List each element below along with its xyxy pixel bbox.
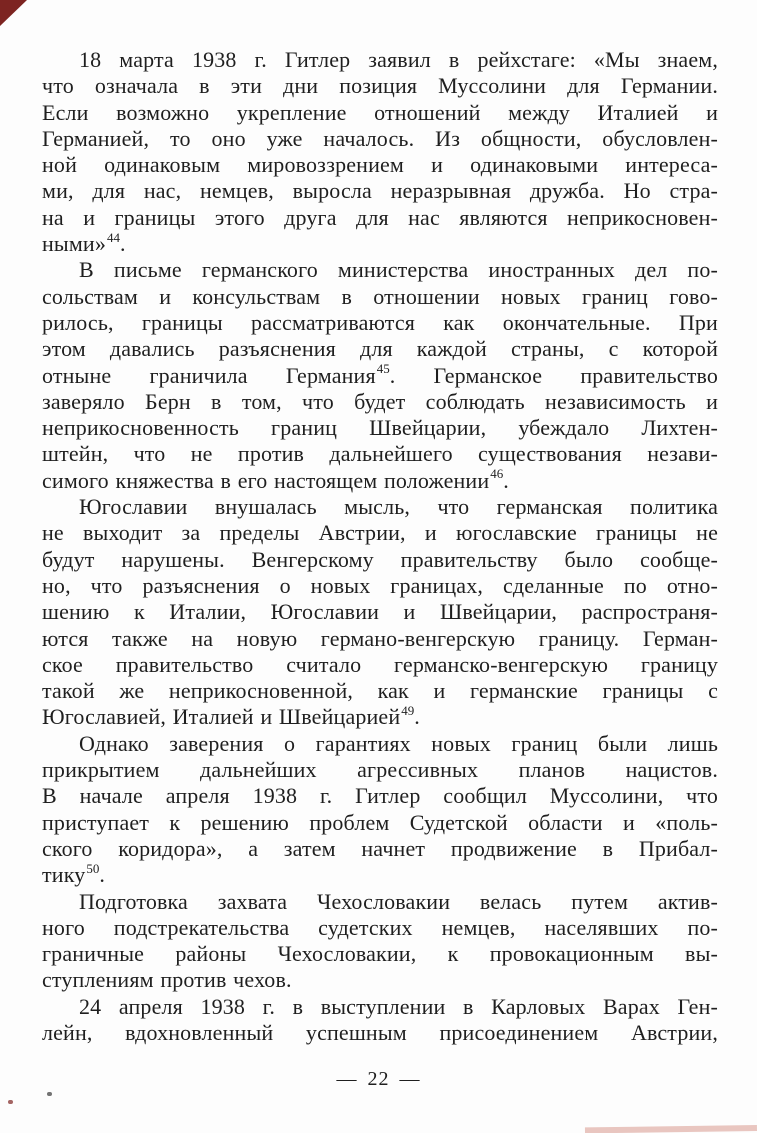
text-line: но, что разъяснения о новых границах, сделанные по отно-: [42, 572, 718, 598]
text-line: ступлениям против чехов.: [42, 967, 292, 993]
text-line: не выходит за пределы Австрии, и югославские границы не: [42, 520, 718, 546]
text-line: ются также на новую германо-венгерскую границу. Герман-: [42, 625, 718, 651]
text-line: что означала в эти дни позиция Муссолини для Германии.: [42, 73, 718, 99]
page-text: [42, 47, 718, 1046]
scan-speck: [47, 1092, 52, 1096]
text-line: сольствам и консульствам в отношении новых границ гово-: [42, 283, 718, 309]
text-line: ского коридора», а затем начнет продвижение в Прибал-: [42, 835, 718, 861]
text-line: штейн, что не против дальнейшего существования незави-: [42, 441, 718, 467]
paragraph: [42, 889, 718, 994]
text-line: лейн, вдохновленный успешным присоединением Австрии,: [42, 1019, 718, 1045]
paragraph: [42, 994, 718, 1047]
footnote-ref: 45: [376, 361, 390, 377]
text-line: граничные районы Чехословакии, к провокационным вы-: [42, 941, 718, 967]
text-line: ного подстрекательства судетских немцев, населявших по-: [42, 914, 718, 940]
text-line: будут нарушены. Венгерскому правительству было сообще-: [42, 546, 718, 572]
footnote-ref: 44: [107, 229, 120, 245]
scan-edge-artifact: [585, 1125, 757, 1133]
text-line: приступает к решению проблем Судетской области и «поль-: [42, 809, 718, 835]
paragraph: [42, 494, 718, 731]
text-line: прикрытием дальнейших агрессивных планов нацистов.: [42, 757, 718, 783]
text-line: Подготовка захвата Чехословакии велась путем актив-: [79, 888, 718, 914]
scan-corner-artifact: [0, 0, 27, 26]
text-line: Германией, то оно уже началось. Из общности, обусловлен-: [42, 125, 718, 151]
text-line: 24 апреля 1938 г. в выступлении в Карловых Варах Ген-: [79, 993, 718, 1019]
text-line: В начале апреля 1938 г. Гитлер сообщил Муссолини, что: [42, 783, 718, 809]
text-line: тику$^{50}$.: [42, 860, 106, 888]
text-line: ными»$^{44}$.: [42, 229, 126, 257]
text-line: 18 марта 1938 г. Гитлер заявил в рейхстаге: «Мы знаем,: [79, 47, 718, 72]
scan-speck: [8, 1100, 13, 1104]
text-line: Югославии внушалась мысль, что германская политика: [79, 494, 718, 520]
footnote-ref: 46: [490, 466, 504, 482]
text-line: ми, для нас, немцев, выросла неразрывная дружба. Но стра-: [42, 178, 718, 204]
text-line: отныне граничила Германия$^{45}$. Германское правительство: [42, 361, 718, 388]
text-line: В письме германского министерства иностранных дел по-: [79, 257, 718, 283]
page-number: — 22 —: [336, 1068, 421, 1090]
text-line: Однако заверения о гарантиях новых границ были лишь: [79, 730, 718, 756]
paragraph: [42, 731, 718, 889]
paragraph: [42, 257, 718, 494]
text-line: заверяло Берн в том, что будет соблюдать независимость и: [42, 388, 718, 414]
text-line: Если возможно укрепление отношений между Италией и: [42, 99, 718, 125]
text-line: симого княжества в его настоящем положении$^{46}$.: [42, 466, 509, 493]
text-line: на и границы этого друга для нас являются неприкосновен-: [42, 204, 718, 230]
text-line: ной одинаковым мировоззрением и одинаковыми интереса-: [42, 152, 718, 178]
text-line: неприкосновенность границ Швейцарии, убеждало Лихтен-: [42, 415, 718, 441]
text-line: рилось, границы рассматриваются как окончательные. При: [42, 309, 718, 335]
text-line: Югославией, Италией и Швейцарией$^{49}$.: [42, 703, 420, 730]
text-line: такой же неприкосновенной, как и германские границы с: [42, 678, 718, 704]
footnote-ref: 50: [86, 860, 100, 876]
footnote-ref: 49: [401, 703, 415, 719]
paragraph: [42, 47, 718, 257]
text-line: шению к Италии, Югославии и Швейцарии, распространя-: [42, 599, 718, 625]
text-line: этом давались разъяснения для каждой страны, с которой: [42, 336, 718, 362]
text-line: ское правительство считало германско-венгерскую границу: [42, 651, 718, 677]
